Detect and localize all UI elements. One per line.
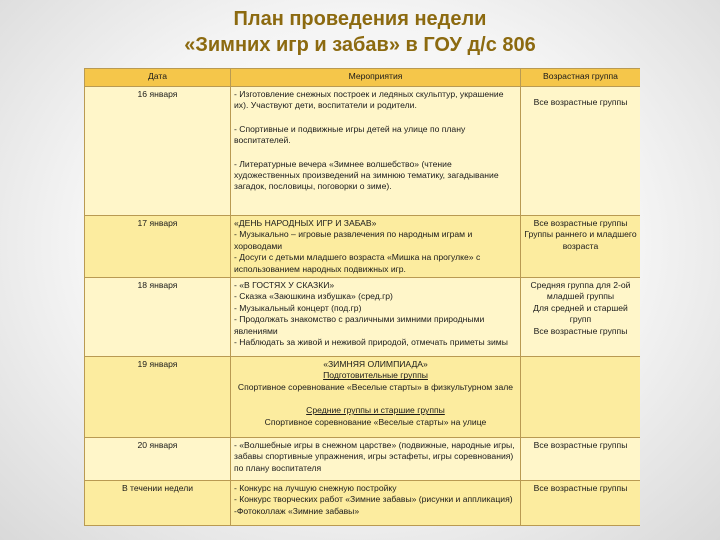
row-date: 20 января	[85, 438, 231, 481]
table-row	[85, 438, 641, 481]
row-date: 18 января	[85, 278, 231, 357]
age-group-text: Все возрастные группы	[533, 97, 628, 107]
table-row	[85, 481, 641, 526]
page-title	[0, 6, 720, 58]
row-age-group	[521, 357, 641, 438]
title-line-1: План проведения недели	[233, 8, 487, 30]
table-header-row	[85, 69, 641, 87]
event-heading: - «В ГОСТЯХ У СКАЗКИ»	[234, 280, 335, 291]
event-item: - Наблюдать за живой и неживой природой, отмечать приметы зимы	[234, 337, 508, 348]
schedule-table	[84, 68, 640, 526]
row-date: 17 января	[85, 216, 231, 278]
age-group-text: Группы раннего и младшего возраста	[524, 229, 637, 251]
event-item: - Продолжать знакомство с различными зимними природными явлениями	[234, 314, 485, 336]
title-line-2: «Зимних игр и забав» в ГОУ д/с 806	[184, 34, 536, 56]
event-item: - «Волшебные игры в снежном царстве» (подвижные, народные игры, забавы спортивные упражнения, игры эстафеты, игры соревнования) по плану воспитателя	[234, 440, 515, 473]
event-item: - Спортивные и подвижные игры детей на улице по плану воспитателей.	[234, 123, 466, 146]
event-item: - Досуги с детьми младшего возраста «Мишка на прогулке» с использованием народных подвижных игр.	[234, 252, 481, 274]
event-subheading: Подготовительные группы	[323, 370, 428, 381]
row-age-group	[521, 438, 641, 481]
row-events	[231, 216, 521, 278]
row-date: 16 января	[85, 87, 231, 216]
row-age-group	[521, 216, 641, 278]
age-group-text: Средняя группа для 2-ой младшей группы	[530, 280, 631, 302]
event-heading: «ЗИМНЯЯ ОЛИМПИАДА»	[323, 359, 428, 370]
table-row	[85, 278, 641, 357]
event-item: - Конкурс на лучшую снежную постройку	[234, 483, 397, 494]
event-item: - Литературные вечера «Зимнее волшебство» (чтение художественных произведений на зимнюю тематику, загадывание загадок, пословицы, поговорки о зиме).	[234, 158, 499, 192]
table-row	[85, 216, 641, 278]
event-item: - Сказка «Заюшкина избушка» (сред.гр)	[234, 291, 393, 302]
row-events	[231, 481, 521, 526]
age-group-text: Все возрастные группы	[533, 440, 628, 451]
event-item: - Конкурс творческих работ «Зимние забавы» (рисунки и аппликация)	[234, 494, 513, 505]
age-group-text: Все возрастные группы	[533, 483, 628, 494]
event-item: Спортивное соревнование «Веселые старты» в физкультурном зале	[237, 381, 514, 392]
header-date: Дата	[85, 69, 231, 87]
row-date: В течении недели	[85, 481, 231, 526]
event-subheading: Средние группы и старшие группы	[306, 405, 445, 416]
event-item: - Изготовление снежных построек и ледяных скульптур, украшение их). Участвуют дети, воспитатели и родители.	[234, 89, 504, 111]
header-events: Мероприятия	[231, 69, 521, 87]
row-events	[231, 278, 521, 357]
event-item: - Музыкально – игровые развлечения по народным играм и хороводами	[234, 229, 473, 251]
event-item: -Фотоколлаж «Зимние забавы»	[234, 505, 360, 516]
event-item: Спортивное соревнование «Веселые старты» на улице	[264, 416, 487, 427]
row-age-group	[521, 87, 641, 216]
age-group-text: Для средней и старшей групп	[533, 302, 628, 325]
age-group-text: Все возрастные группы	[533, 325, 628, 336]
row-events	[231, 357, 521, 438]
table-row	[85, 87, 641, 216]
table-row	[85, 357, 641, 438]
row-date: 19 января	[85, 357, 231, 438]
age-group-text: Все возрастные группы	[533, 218, 628, 228]
row-age-group	[521, 481, 641, 526]
event-item: - Музыкальный концерт (под.гр)	[234, 302, 362, 313]
row-age-group	[521, 278, 641, 357]
row-events	[231, 87, 521, 216]
row-events	[231, 438, 521, 481]
header-age-group: Возрастная группа	[521, 69, 641, 87]
event-heading: «ДЕНЬ НАРОДНЫХ ИГР И ЗАБАВ»	[234, 218, 377, 228]
schedule-table-container	[84, 68, 640, 540]
